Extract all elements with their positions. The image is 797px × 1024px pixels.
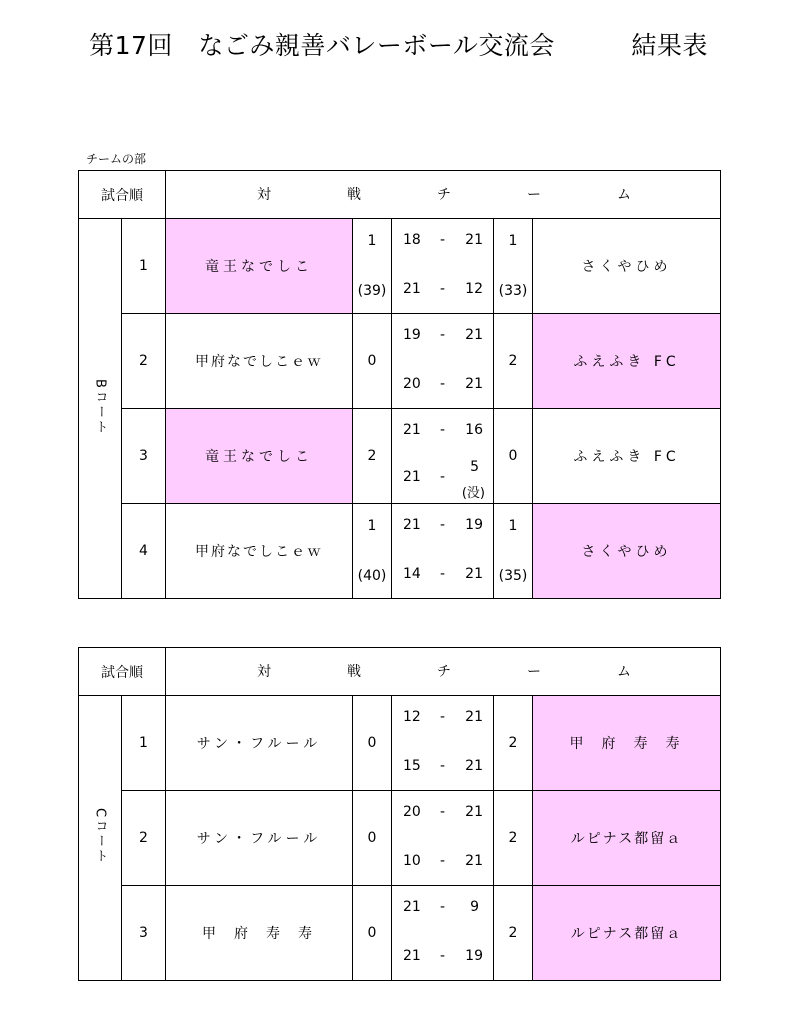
team-a-name: サン・フルール — [166, 696, 353, 791]
game1-score-b: 21 — [465, 232, 483, 248]
page-title: 第17回 なごみ親善バレーボール交流会 結果表 — [89, 31, 708, 60]
game2-score-a: 15 — [403, 758, 421, 774]
game1-score-b: 16 — [465, 422, 483, 438]
game1-score-b: 21 — [465, 327, 483, 343]
game2-dash: - — [440, 376, 446, 392]
team-a-sets: 1 — [367, 233, 377, 249]
team-a-sets: 0 — [353, 696, 392, 791]
game2-dash: - — [440, 948, 446, 964]
match-number: 2 — [122, 791, 166, 886]
team-b-name: 甲府寿寿 — [533, 696, 721, 791]
game2-dash: - — [440, 281, 446, 297]
opposing-teams-header — [166, 648, 721, 696]
game2-score-b: 12 — [465, 281, 483, 297]
game-scores-cell — [392, 219, 494, 314]
game2-score-b: 21 — [465, 376, 483, 392]
team-a-points: (39) — [357, 283, 387, 299]
header-char-1: 対 — [257, 664, 271, 680]
game1-score-a: 21 — [403, 422, 421, 438]
match-number: 2 — [122, 314, 166, 409]
team-a-name: 竜王なでしこ — [166, 219, 353, 314]
court-label-cell — [79, 696, 122, 981]
header-char-2: 戦 — [347, 664, 361, 680]
header-char-1: 対 — [257, 187, 271, 203]
game2-score-a: 20 — [403, 376, 421, 392]
game1-dash: - — [440, 899, 446, 915]
game1-score-b: 21 — [465, 804, 483, 820]
team-b-sets: 2 — [494, 791, 533, 886]
table-row — [79, 314, 721, 409]
game-scores-cell — [392, 314, 494, 409]
header-char-4: ー — [527, 664, 541, 680]
match-order-header: 試合順 — [79, 171, 166, 219]
team-b-sets: 2 — [494, 696, 533, 791]
game1-score-a: 19 — [403, 327, 421, 343]
team-b-sets-cell — [494, 504, 533, 599]
game2-score-a: 14 — [403, 566, 421, 582]
game2-dash: - — [440, 758, 446, 774]
header-char-4: ー — [527, 187, 541, 203]
table-row — [79, 791, 721, 886]
match-number: 1 — [122, 219, 166, 314]
match-number: 3 — [122, 886, 166, 981]
team-a-name: 甲府なでしこｅｗ — [166, 504, 353, 599]
team-b-sets-cell — [494, 219, 533, 314]
game1-score-b: 21 — [465, 709, 483, 725]
team-b-sets: 2 — [494, 314, 533, 409]
game2-score-b: 5 — [470, 459, 479, 475]
match-number: 3 — [122, 409, 166, 504]
team-a-sets: 0 — [353, 314, 392, 409]
team-a-sets: 1 — [367, 518, 377, 534]
team-b-sets: 0 — [494, 409, 533, 504]
team-b-name: さくやひめ — [533, 504, 721, 599]
game2-dash: - — [440, 853, 446, 869]
team-b-sets: 1 — [508, 518, 518, 534]
header-char-5: ム — [617, 187, 631, 203]
game1-dash: - — [440, 517, 446, 533]
table-row — [79, 696, 721, 791]
match-order-header: 試合順 — [79, 648, 166, 696]
game1-score-b: 9 — [470, 899, 479, 915]
game2-score-a: 10 — [403, 853, 421, 869]
team-b-name: ふえふき FC — [533, 314, 721, 409]
game2-score-b: 21 — [465, 566, 483, 582]
game2-note: (没) — [461, 486, 485, 501]
header-char-5: ム — [617, 664, 631, 680]
table-header-row — [79, 648, 721, 696]
court-label: Bコート — [92, 378, 108, 435]
court-label: Cコート — [92, 807, 108, 865]
game1-score-b: 19 — [465, 517, 483, 533]
header-char-3: チ — [437, 187, 451, 203]
team-b-name: ルピナス都留ａ — [533, 791, 721, 886]
table-row — [79, 886, 721, 981]
team-b-points: (33) — [498, 283, 528, 299]
opposing-teams-header — [166, 171, 721, 219]
game2-score-b: 21 — [465, 853, 483, 869]
game1-score-a: 12 — [403, 709, 421, 725]
table-header-row — [79, 171, 721, 219]
team-a-sets: 2 — [353, 409, 392, 504]
game-scores-cell — [392, 409, 494, 504]
game1-score-a: 21 — [403, 517, 421, 533]
game-scores-cell — [392, 696, 494, 791]
table-row — [79, 219, 721, 314]
team-b-points: (35) — [498, 568, 528, 584]
game2-score-a: 21 — [403, 948, 421, 964]
game2-score-a: 21 — [403, 469, 421, 485]
team-a-sets: 0 — [353, 791, 392, 886]
game2-dash: - — [440, 469, 446, 485]
results-table-b-court — [78, 170, 721, 599]
team-b-name: ふえふき FC — [533, 409, 721, 504]
team-a-sets-cell — [353, 219, 392, 314]
team-a-name: サン・フルール — [166, 791, 353, 886]
game-scores-cell — [392, 791, 494, 886]
team-a-name: 竜王なでしこ — [166, 409, 353, 504]
header-char-2: 戦 — [347, 187, 361, 203]
game1-score-a: 18 — [403, 232, 421, 248]
game-scores-cell — [392, 886, 494, 981]
team-b-sets: 2 — [494, 886, 533, 981]
team-a-name: 甲府寿寿 — [166, 886, 353, 981]
table-row — [79, 504, 721, 599]
team-a-sets-cell — [353, 504, 392, 599]
game1-dash: - — [440, 232, 446, 248]
results-table-c-court — [78, 647, 721, 981]
game1-dash: - — [440, 327, 446, 343]
team-a-points: (40) — [357, 568, 387, 584]
team-a-sets: 0 — [353, 886, 392, 981]
table-row — [79, 409, 721, 504]
game1-dash: - — [440, 422, 446, 438]
game1-score-a: 21 — [403, 899, 421, 915]
game2-score-b: 19 — [465, 948, 483, 964]
game1-dash: - — [440, 804, 446, 820]
section-label: チームの部 — [86, 152, 147, 166]
game1-dash: - — [440, 709, 446, 725]
team-a-name: 甲府なでしこｅｗ — [166, 314, 353, 409]
game-scores-cell — [392, 504, 494, 599]
game2-score-a: 21 — [403, 281, 421, 297]
court-label-cell — [79, 219, 122, 599]
team-b-name: ルピナス都留ａ — [533, 886, 721, 981]
team-b-sets: 1 — [508, 233, 518, 249]
team-b-name: さくやひめ — [533, 219, 721, 314]
header-char-3: チ — [437, 664, 451, 680]
match-number: 1 — [122, 696, 166, 791]
game1-score-a: 20 — [403, 804, 421, 820]
match-number: 4 — [122, 504, 166, 599]
game2-dash: - — [440, 566, 446, 582]
game2-score-b: 21 — [465, 758, 483, 774]
